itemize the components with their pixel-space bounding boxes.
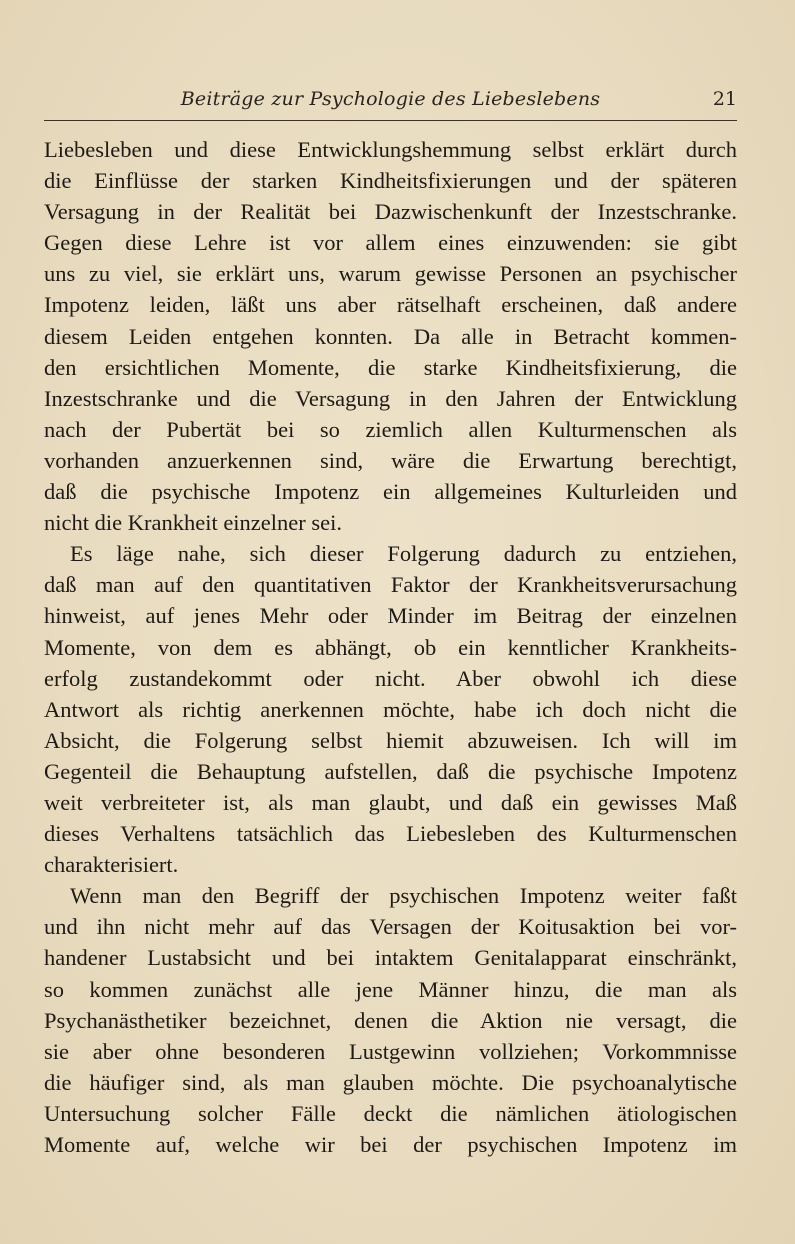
text-line: die häufiger sind, als man glauben möchte. Die psychoanalytische (44, 1069, 737, 1095)
text-line: nicht die Krankheit einzelner sei. (44, 510, 343, 536)
text-line: Momente, von dem es abhängt, ob ein kenntlicher Krankheits- (44, 634, 737, 660)
text-line: daß man auf den quantitativen Faktor der Krankheitsverursachung (44, 572, 737, 598)
text-line: Wenn man den Begriff der psychischen Impotenz weiter faßt (70, 883, 737, 909)
text-line: so kommen zunächst alle jene Männer hinzu, die man als (44, 976, 737, 1002)
text-line: Antwort als richtig anerkennen möchte, habe ich doch nicht die (44, 696, 737, 722)
text-line: charakterisiert. (44, 852, 179, 878)
text-line: sie aber ohne besonderen Lustgewinn vollziehen; Vorkommnisse (44, 1038, 737, 1064)
text-line: Gegenteil die Behauptung aufstellen, daß die psychische Impotenz (44, 758, 737, 784)
text-line: Absicht, die Folgerung selbst hiemit abzuweisen. Ich will im (44, 727, 737, 753)
text-line: Impotenz leiden, läßt uns aber rätselhaft erscheinen, daß andere (44, 292, 737, 318)
text-line: den ersichtlichen Momente, die starke Kindheitsfixierung, die (44, 354, 737, 380)
text-line: Untersuchung solcher Fälle deckt die nämlichen ätiologischen (44, 1100, 737, 1126)
text-line: uns zu viel, sie erklärt uns, warum gewisse Personen an psychischer (44, 261, 737, 287)
body-text (44, 134, 737, 1160)
text-line: erfolg zustandekommt oder nicht. Aber obwohl ich diese (44, 665, 737, 691)
text-line: handener Lustabsicht und bei intaktem Genitalapparat einschränkt, (44, 945, 737, 971)
text-line: weit verbreiteter ist, als man glaubt, und daß ein gewisses Maß (44, 789, 737, 815)
running-title: Beiträge zur Psychologie des Liebeslebens (180, 88, 601, 110)
text-line: Es läge nahe, sich dieser Folgerung dadurch zu entziehen, (70, 541, 737, 567)
paragraph-3 (44, 880, 737, 1160)
page-number: 21 (712, 88, 737, 110)
text-line: nach der Pubertät bei so ziemlich allen Kulturmenschen als (44, 416, 737, 442)
text-line: die Einflüsse der starken Kindheitsfixierungen und der späteren (44, 168, 737, 194)
header-rule (44, 120, 737, 121)
text-line: Gegen diese Lehre ist vor allem eines einzuwenden: sie gibt (44, 230, 737, 256)
paragraph-2 (44, 538, 737, 880)
text-line: Psychanästhetiker bezeichnet, denen die Aktion nie versagt, die (44, 1007, 737, 1033)
text-line: diesem Leiden entgehen konnten. Da alle in Betracht kommen- (44, 323, 737, 349)
text-line: vorhanden anzuerkennen sind, wäre die Erwartung berechtigt, (44, 447, 737, 473)
paragraph-1 (44, 134, 737, 538)
text-line: Liebesleben und diese Entwicklungshemmung selbst erklärt durch (44, 137, 737, 162)
text-line: hinweist, auf jenes Mehr oder Minder im Beitrag der einzelnen (44, 603, 737, 629)
text-line: dieses Verhaltens tatsächlich das Liebesleben des Kulturmenschen (44, 821, 737, 847)
page-header (44, 86, 737, 116)
text-line: Momente auf, welche wir bei der psychischen Impotenz im (44, 1132, 737, 1157)
text-line: und ihn nicht mehr auf das Versagen der Koitusaktion bei vor- (44, 914, 737, 940)
text-line: Inzestschranke und die Versagung in den Jahren der Entwicklung (44, 385, 737, 411)
text-line: Versagung in der Realität bei Dazwischenkunft der Inzestschranke. (44, 199, 737, 225)
text-line: daß die psychische Impotenz ein allgemeines Kulturleiden und (44, 479, 737, 505)
